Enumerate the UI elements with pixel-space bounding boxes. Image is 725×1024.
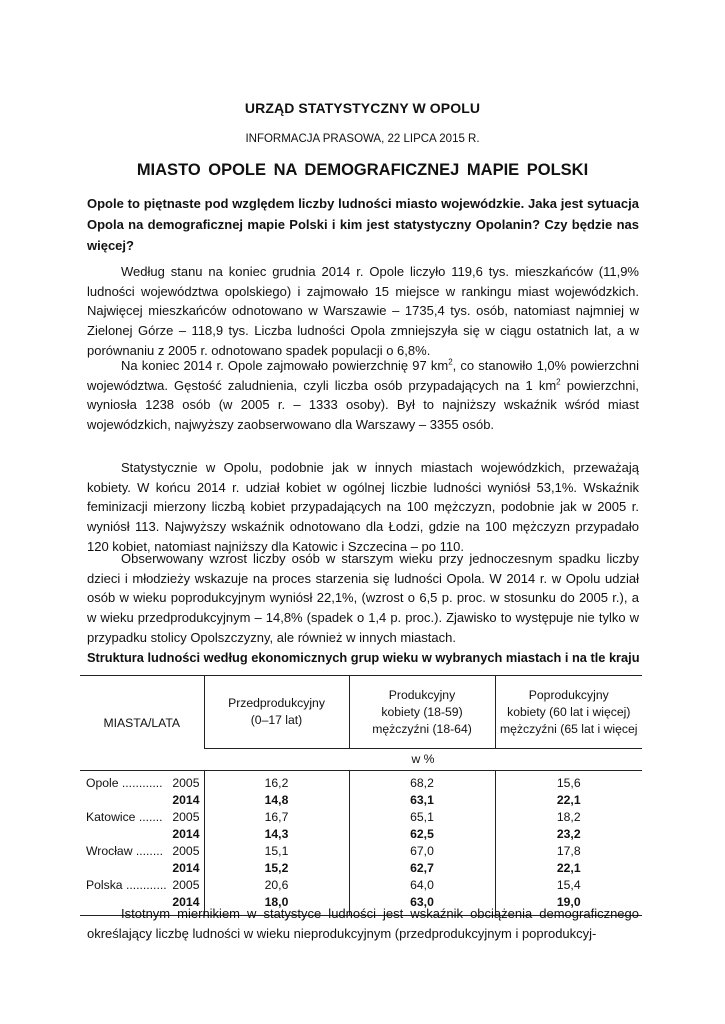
table-row — [80, 809, 642, 826]
row-label — [80, 877, 204, 894]
column-header-productive-line-1: Produkcyjny — [388, 687, 456, 702]
year-label: 2014 — [172, 827, 200, 841]
paragraph-population: Według stanu na koniec grudnia 2014 r. Opole liczyło 119,6 tys. mieszkańców (11,9% ludności województwa opolskiego) i zajmowało 15 miejsce w rankingu miast wojewódzkich. Najwięcej mieszkańców odnotowano w Warszawie – 1735,4 tys. osób, natomiast najmniej w Zielonej Górze – 118,9 tys. Liczba ludności Opola zmniejszyła się w ciągu ostatnich lat, a w porównaniu z 2005 r. odnotowano spadek populacji o 6,8%. — [87, 264, 639, 358]
lead-paragraph: Opole to piętnaste pod względem liczby ludności miasto wojewódzkie. Jaka jest sytuacja Opola na demograficznej mapie Polski i kim jest statystyczny Opolanin? Czy będzie nas więcej? — [87, 196, 639, 253]
cell-postproductive: 15,4 — [495, 877, 642, 894]
cell-postproductive: 15,6 — [495, 771, 642, 793]
cell-preproductive: 15,1 — [204, 843, 349, 860]
column-header-preproductive — [204, 676, 349, 749]
column-header-city: MIASTA/LATA — [80, 676, 204, 771]
cell-preproductive: 16,2 — [204, 771, 349, 793]
year-label: 2005 — [172, 844, 200, 858]
cell-preproductive: 18,0 — [204, 894, 349, 916]
column-header-preproductive-line-1: Przedprodukcyjny — [228, 696, 325, 710]
row-label — [80, 792, 204, 809]
year-label: 2014 — [172, 861, 200, 875]
office-name: URZĄD STATYSTYCZNY W OPOLU — [244, 100, 481, 116]
cell-postproductive: 22,1 — [495, 860, 642, 877]
cell-productive: 62,7 — [349, 860, 495, 877]
column-header-preproductive-line-2: (0–17 lat) — [250, 713, 303, 727]
cell-postproductive: 23,2 — [495, 826, 642, 843]
year-label: 2005 — [172, 878, 200, 892]
cell-preproductive: 14,8 — [204, 792, 349, 809]
cell-postproductive: 18,2 — [495, 809, 642, 826]
city-name: Polska ............ — [86, 878, 167, 892]
city-name: Wrocław ........ — [86, 844, 163, 858]
year-label: 2014 — [172, 793, 200, 807]
cell-preproductive: 14,3 — [204, 826, 349, 843]
paragraph-aging: Obserwowany wzrost liczby osób w starszym wieku przy jednoczesnym spadku liczby dzieci i młodzieży wskazuje na proces starzenia się ludności Opola. W 2014 r. w Opolu udział osób w wieku poprodukcyjnym wyniósł 22,1%, (wzrost o 6,5 p. proc. w stosunku do 2005 r.), a w wieku przedprodukcyjnym – 14,8% (spadek o 1,4 p. proc.). Zjawisko to występuje nie tylko w przypadku stolicy Opolszczyzny, ale również w innych miastach. — [87, 551, 639, 645]
paragraph-area — [87, 356, 639, 435]
cell-productive: 64,0 — [349, 877, 495, 894]
cell-preproductive: 16,7 — [204, 809, 349, 826]
cell-productive: 63,0 — [349, 894, 495, 916]
row-label — [80, 843, 204, 860]
table-row — [80, 877, 642, 894]
paragraph-area-part-3: powierzchni, wyniosła 1238 osób (w 2005 r. – 1333 osoby). Był to najniższy wskaźnik wśród miast wojewódzkich, najwyższy zaobserwowano dla Warszawy – 3355 osób. — [87, 377, 639, 433]
city-name: Katowice ....... — [86, 810, 163, 824]
paragraph-area-part-2: , co stanowiło 1,0% powierzchni województwa. Gęstość zaludnienia, czyli liczba osób przypadających na 1 km — [87, 358, 639, 393]
column-header-postproductive-line-3: mężczyźni (65 lat i więcej — [500, 721, 638, 736]
table-row — [80, 860, 642, 877]
column-header-postproductive-line-2: kobiety (60 lat i więcej) — [507, 704, 631, 719]
column-header-productive-line-3: mężczyźni (18-64) — [372, 721, 472, 736]
cell-productive: 62,5 — [349, 826, 495, 843]
cell-productive: 68,2 — [349, 771, 495, 793]
cell-postproductive: 19,0 — [495, 894, 642, 916]
row-label — [80, 860, 204, 877]
document-title: MIASTO OPOLE NA DEMOGRAFICZNEJ MAPIE POLSKI — [136, 161, 589, 179]
city-name: Opole ............ — [86, 776, 163, 790]
year-label: 2014 — [172, 895, 200, 909]
superscript-2: 2 — [448, 357, 453, 367]
press-release-date: INFORMACJA PRASOWA, 22 LIPCA 2015 R. — [245, 133, 480, 145]
column-header-postproductive-line-1: Poprodukcyjny — [528, 687, 609, 702]
table-title: Struktura ludności według ekonomicznych grup wieku w wybranych miastach i na tle kraju — [87, 650, 640, 665]
superscript-2: 2 — [556, 377, 561, 387]
year-label: 2005 — [172, 776, 200, 790]
column-header-postproductive — [495, 676, 642, 749]
cell-preproductive: 15,2 — [204, 860, 349, 877]
row-label — [80, 771, 204, 793]
table-row — [80, 843, 642, 860]
table-row — [80, 792, 642, 809]
column-header-productive-line-2: kobiety (18-59) — [381, 704, 463, 719]
cell-postproductive: 22,1 — [495, 792, 642, 809]
unit-row: w % — [204, 749, 642, 771]
table-row — [80, 771, 642, 793]
cell-postproductive: 17,8 — [495, 843, 642, 860]
cell-productive: 63,1 — [349, 792, 495, 809]
column-header-productive — [349, 676, 495, 749]
cell-productive: 67,0 — [349, 843, 495, 860]
table-row — [80, 826, 642, 843]
year-label: 2005 — [172, 810, 200, 824]
paragraph-feminization: Statystycznie w Opolu, podobnie jak w innych miastach wojewódzkich, przeważają kobiety. W końcu 2014 r. udział kobiet w ogólnej liczbie ludności wyniósł 53,1%. Wskaźnik feminizacji mierzony liczbą kobiet przypadających na 100 mężczyzn, podobnie jak w 2005 r. wyniósł 113. Najwyższy wskaźnik odnotowano dla Łodzi, gdzie na 100 mężczyzn przypadało 120 kobiet, natomiast najniższy dla Katowic i Szczecina – po 110. — [87, 460, 639, 554]
cell-productive: 65,1 — [349, 809, 495, 826]
row-label — [80, 809, 204, 826]
cell-preproductive: 20,6 — [204, 877, 349, 894]
paragraph-dependency-ratio: Istotnym miernikiem w statystyce ludności jest wskaźnik obciążenia demograficznego określający liczbę ludności w wieku nieprodukcyjnym (przedprodukcyjnym i poprodukcyj- — [87, 906, 639, 941]
paragraph-area-part-1: Na koniec 2014 r. Opole zajmowało powierzchnię 97 km — [121, 358, 449, 373]
row-label — [80, 826, 204, 843]
age-structure-table — [80, 675, 642, 916]
